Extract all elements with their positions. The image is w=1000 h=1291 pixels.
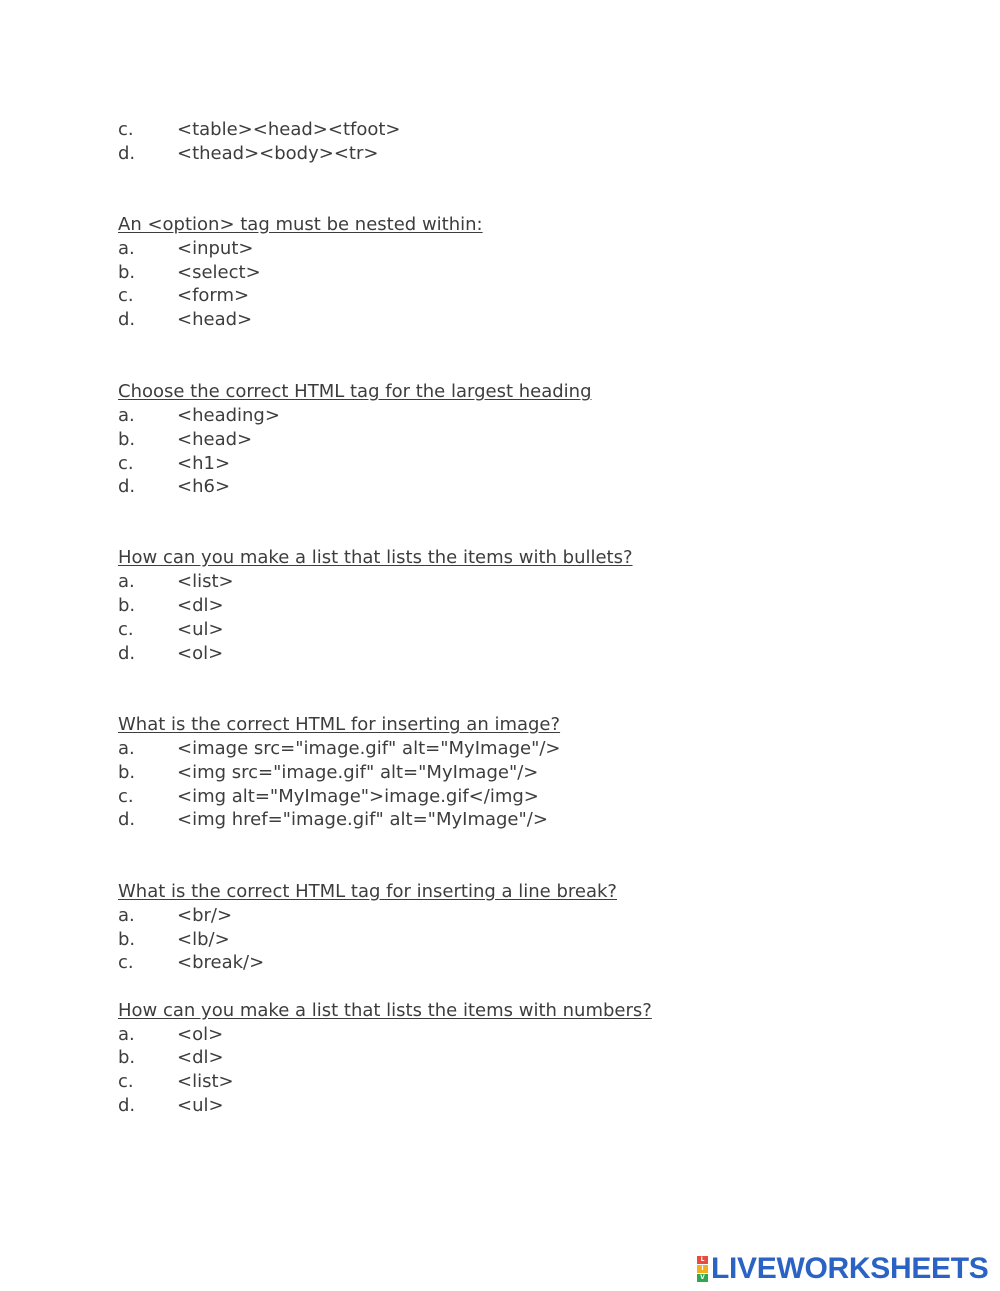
option-letter: c. (118, 786, 134, 807)
logo-block: I (697, 1265, 708, 1273)
option-text: <heading> (177, 405, 280, 426)
option-q6-b (118, 1046, 224, 1070)
option-intro-d (118, 142, 378, 166)
option-text: <head> (177, 309, 253, 330)
option-intro-c (118, 118, 401, 142)
option-text: <form> (177, 285, 250, 306)
question-bullet-list: How can you make a list that lists the items with bullets? (118, 547, 633, 568)
option-text: <list> (177, 571, 234, 592)
option-q2-a (118, 404, 280, 428)
option-text: <thead><body><tr> (177, 143, 379, 164)
option-q6-c (118, 1070, 234, 1094)
option-letter: d. (118, 309, 136, 330)
option-text: <img alt="MyImage">image.gif</img> (177, 786, 539, 807)
option-letter: a. (118, 571, 135, 592)
option-letter: d. (118, 143, 136, 164)
option-q2-d (118, 475, 230, 499)
option-text: <ol> (177, 643, 224, 664)
option-text: <input> (177, 238, 254, 259)
option-text: <h1> (177, 453, 231, 474)
option-q6-d (118, 1094, 224, 1118)
option-letter: c. (118, 619, 134, 640)
option-letter: c. (118, 285, 134, 306)
option-letter: b. (118, 595, 136, 616)
option-letter: b. (118, 1047, 136, 1068)
option-q1-d (118, 308, 252, 332)
question-numbered-list: How can you make a list that lists the items with numbers? (118, 1000, 652, 1021)
question-line-break: What is the correct HTML tag for inserting a line break? (118, 881, 617, 902)
option-q4-d (118, 808, 548, 832)
option-q1-c (118, 284, 249, 308)
option-letter: c. (118, 952, 134, 973)
option-letter: d. (118, 1095, 136, 1116)
option-text: <dl> (177, 595, 224, 616)
option-q3-d (118, 642, 223, 666)
option-text: <list> (177, 1071, 234, 1092)
option-text: <break/> (177, 952, 265, 973)
option-text: <ul> (177, 619, 224, 640)
option-text: <lb/> (177, 929, 230, 950)
option-text: <dl> (177, 1047, 224, 1068)
option-q5-c (118, 951, 264, 975)
option-letter: d. (118, 643, 136, 664)
option-q4-a (118, 737, 561, 761)
option-text: <img src="image.gif" alt="MyImage"/> (177, 762, 539, 783)
option-letter: a. (118, 905, 135, 926)
question-insert-image: What is the correct HTML for inserting an image? (118, 714, 561, 735)
logo-block: L (697, 1256, 708, 1264)
option-text: <br/> (177, 905, 233, 926)
logo-block: V (697, 1274, 708, 1282)
option-letter: b. (118, 429, 136, 450)
option-letter: c. (118, 119, 134, 140)
option-q2-b (118, 428, 252, 452)
option-q4-b (118, 761, 538, 785)
option-q3-a (118, 570, 234, 594)
question-option-nesting: An <option> tag must be nested within: (118, 214, 483, 235)
liveworksheets-logo (697, 1254, 989, 1284)
option-text: <ul> (177, 1095, 224, 1116)
option-letter: a. (118, 1024, 135, 1045)
option-q3-c (118, 618, 224, 642)
option-letter: a. (118, 405, 135, 426)
option-q6-a (118, 1023, 223, 1047)
option-text: <h6> (177, 476, 231, 497)
option-letter: c. (118, 1071, 134, 1092)
option-letter: a. (118, 238, 135, 259)
option-q4-c (118, 785, 539, 809)
logo-text: LIVEWORKSHEETS (711, 1252, 989, 1285)
option-letter: b. (118, 262, 136, 283)
option-q5-b (118, 928, 230, 952)
option-letter: d. (118, 809, 136, 830)
option-q3-b (118, 594, 224, 618)
option-q5-a (118, 904, 232, 928)
option-text: <ol> (177, 1024, 224, 1045)
option-q2-c (118, 452, 230, 476)
option-letter: a. (118, 738, 135, 759)
logo-blocks-icon (697, 1256, 708, 1282)
option-text: <img href="image.gif" alt="MyImage"/> (177, 809, 548, 830)
option-text: <head> (177, 429, 253, 450)
option-letter: d. (118, 476, 136, 497)
option-letter: c. (118, 453, 134, 474)
option-text: <image src="image.gif" alt="MyImage"/> (177, 738, 561, 759)
option-q1-b (118, 261, 261, 285)
option-q1-a (118, 237, 253, 261)
option-letter: b. (118, 762, 136, 783)
question-largest-heading: Choose the correct HTML tag for the largest heading (118, 381, 592, 402)
option-text: <table><head><tfoot> (177, 119, 401, 140)
option-text: <select> (177, 262, 261, 283)
option-letter: b. (118, 929, 136, 950)
